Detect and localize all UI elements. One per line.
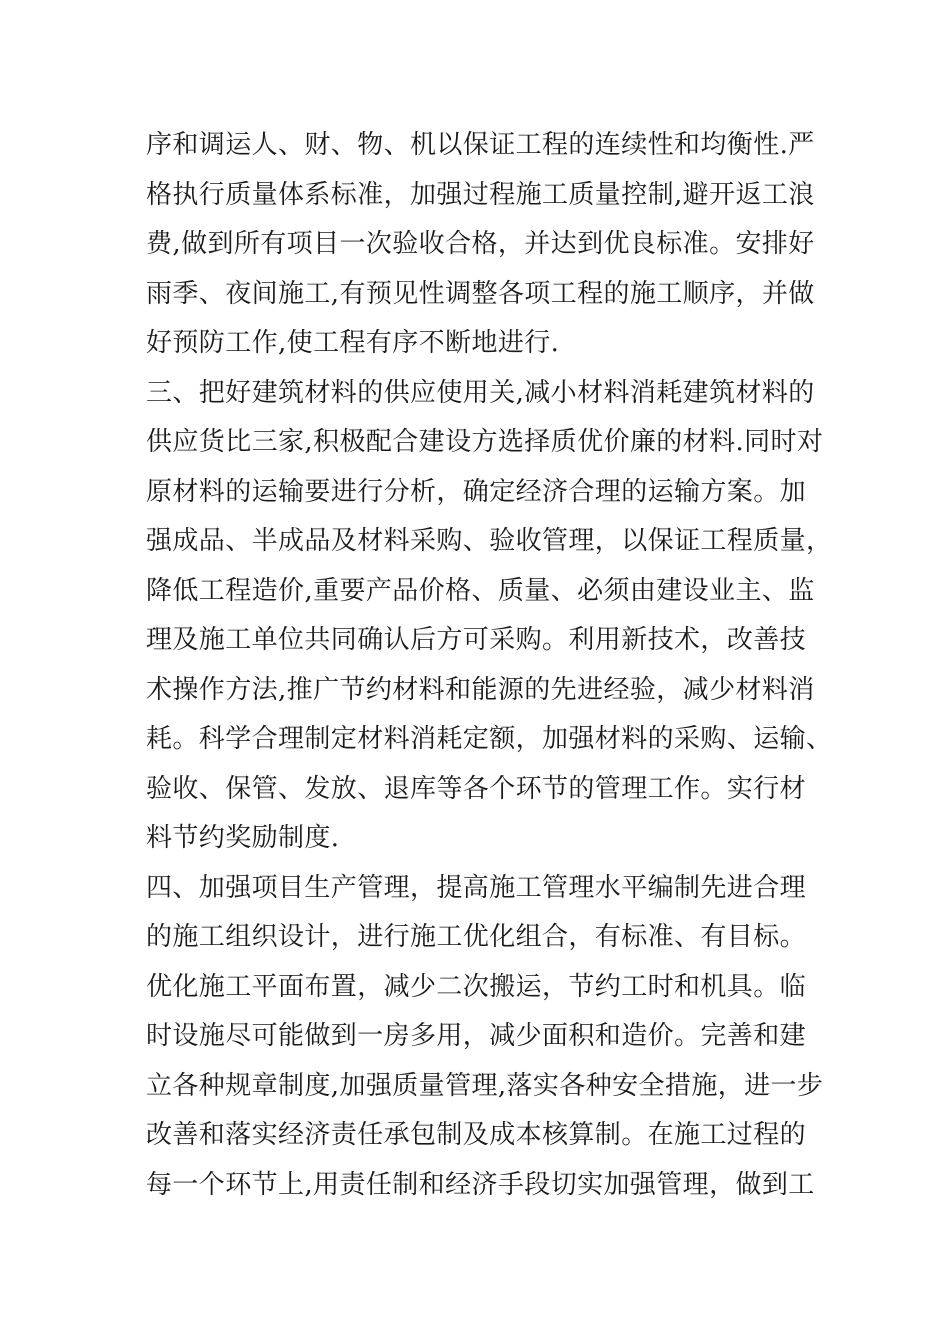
text-line: 强成品、半成品及材料采购、验收管理，以保证工程质量， [146, 526, 833, 556]
text-line: 雨季、夜间施工,有预见性调整各项工程的施工顺序，并做 [146, 278, 815, 309]
text-line: 耗。科学合理制定材料消耗定额，加强材料的采购、运输、 [146, 724, 833, 754]
text-line: 费,做到所有项目一次验收合格，并达到优良标准。安排好 [146, 229, 815, 259]
text-line: 术操作方法,推广节约材料和能源的先进经验，减少材料消 [146, 674, 815, 705]
section-three-heading-line: 三、把好建筑材料的供应使用关,减小材料消耗建筑材料的 [146, 377, 815, 408]
text-line: 的施工组织设计，进行施工优化组合，有标准、有目标。 [146, 922, 807, 952]
text-line: 时设施尽可能做到一房多用，减少面积和造价。完善和建 [146, 1021, 807, 1051]
text-line: 改善和落实经济责任承包制及成本核算制。在施工过程的 [146, 1120, 807, 1150]
body-text [146, 121, 833, 1210]
section-four-heading-line: 四、加强项目生产管理，提高施工管理水平编制先进合理 [146, 872, 807, 903]
text-line: 优化施工平面布置，减少二次搬运，节约工时和机具。临 [146, 971, 807, 1002]
text-line: 每一个环节上,用责任制和经济手段切实加强管理，做到工 [146, 1169, 815, 1200]
text-line: 料节约奖励制度. [146, 823, 340, 853]
text-line: 验收、保管、发放、退库等各个环节的管理工作。实行材 [146, 773, 807, 804]
text-line: 原材料的运输要进行分析，确定经济合理的运输方案。加 [146, 476, 807, 507]
text-line: 降低工程造价,重要产品价格、质量、必须由建设业主、监 [146, 575, 815, 606]
text-line: 格执行质量体系标准，加强过程施工质量控制,避开返工浪 [146, 179, 815, 210]
text-line: 立各种规章制度,加强质量管理,落实各种安全措施，进一步 [146, 1070, 824, 1101]
text-line: 理及施工单位共同确认后方可采购。利用新技术，改善技 [146, 625, 807, 655]
text-line: 供应货比三家,积极配合建设方选择质优价廉的材料.同时对 [146, 427, 824, 457]
text-line: 序和调运人、财、物、机以保证工程的连续性和均衡性.严 [146, 130, 815, 160]
text-line: 好预防工作,使工程有序不断地进行. [146, 328, 560, 358]
